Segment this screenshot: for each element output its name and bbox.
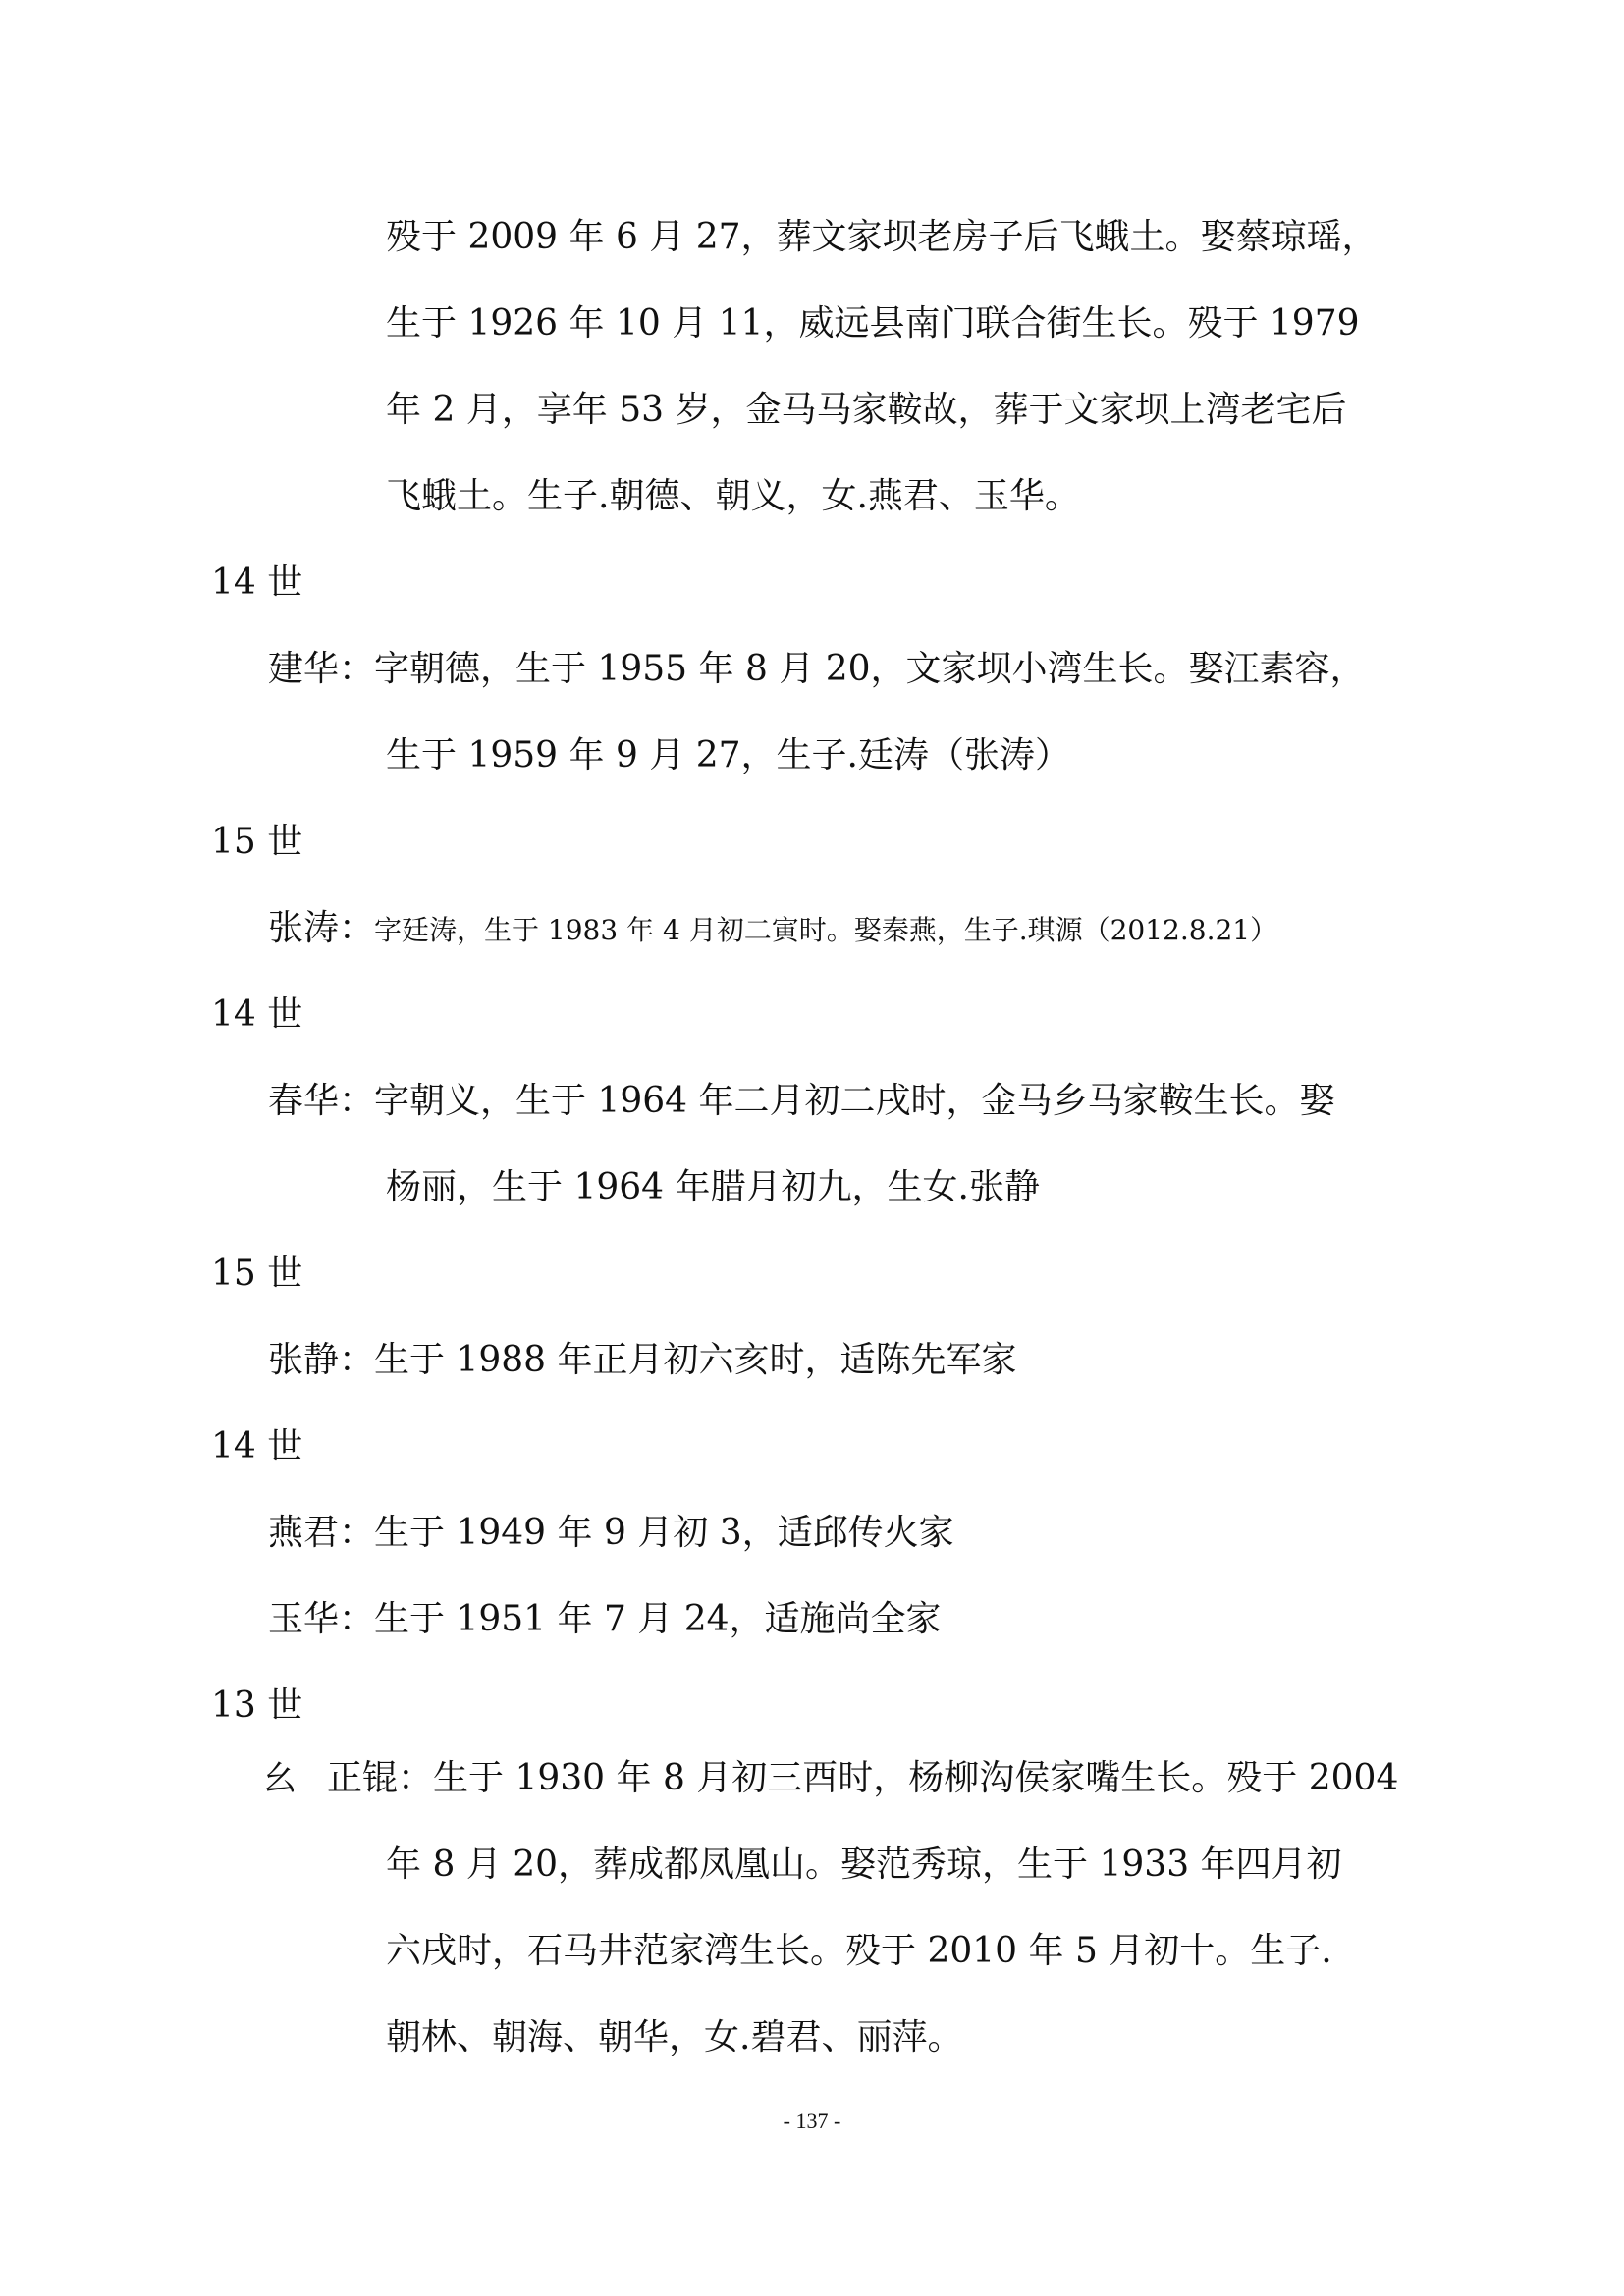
entry-line: 玉华：生于 1951 年 7 月 24，适施尚全家 [268, 1599, 942, 1639]
generation-heading: 13 世 [211, 1685, 303, 1726]
page-number: - 137 - [783, 2109, 841, 2133]
text-line: 朝林、朝海、朝华，女.碧君、丽萍。 [386, 2017, 963, 2057]
entry-line: 燕君：生于 1949 年 9 月初 3，适邱传火家 [268, 1513, 954, 1553]
entry-name: 张涛： [268, 908, 375, 948]
text-line: 年 8 月 20，葬成都凤凰山。娶范秀琼，生于 1933 年四月初 [386, 1844, 1342, 1885]
generation-heading: 14 世 [211, 994, 303, 1035]
generation-heading: 15 世 [211, 822, 303, 862]
entry-line: 春华：字朝义，生于 1964 年二月初二戌时，金马乡马家鞍生长。娶 [268, 1081, 1335, 1121]
text-line: 杨丽，生于 1964 年腊月初九，生女.张静 [386, 1167, 1040, 1207]
entry-line: 正锟：生于 1930 年 8 月初三酉时，杨柳沟侯家嘴生长。殁于 2004 [327, 1758, 1399, 1798]
text-line: 生于 1959 年 9 月 27，生子.廷涛（张涛） [386, 735, 1070, 775]
text-line: 飞蛾土。生子.朝德、朝义，女.燕君、玉华。 [386, 476, 1080, 516]
text-line: 年 2 月，享年 53 岁，金马马家鞍故，葬于文家坝上湾老宅后 [386, 390, 1347, 430]
generation-heading: 14 世 [211, 1426, 303, 1467]
text-line: 六戌时，石马井范家湾生长。殁于 2010 年 5 月初十。生子. [386, 1931, 1332, 1971]
text-line: 生于 1926 年 10 月 11，威远县南门联合街生长。殁于 1979 [386, 303, 1360, 344]
generation-heading: 14 世 [211, 562, 303, 603]
entry-line: 张静：生于 1988 年正月初六亥时，适陈先军家 [268, 1340, 1017, 1380]
text-line: 殁于 2009 年 6 月 27，葬文家坝老房子后飞蛾土。娶蔡琼瑶， [386, 217, 1378, 257]
generation-heading: 15 世 [211, 1254, 303, 1294]
handwritten-mark: 幺 [263, 1759, 297, 1798]
entry-line [268, 907, 1277, 952]
entry-line: 建华：字朝德，生于 1955 年 8 月 20，文家坝小湾生长。娶汪素容， [268, 649, 1366, 689]
entry-text-small: 字廷涛，生于 1983 年 4 月初二寅时。娶秦燕，生子.琪源（2012.8.21） [374, 914, 1278, 946]
